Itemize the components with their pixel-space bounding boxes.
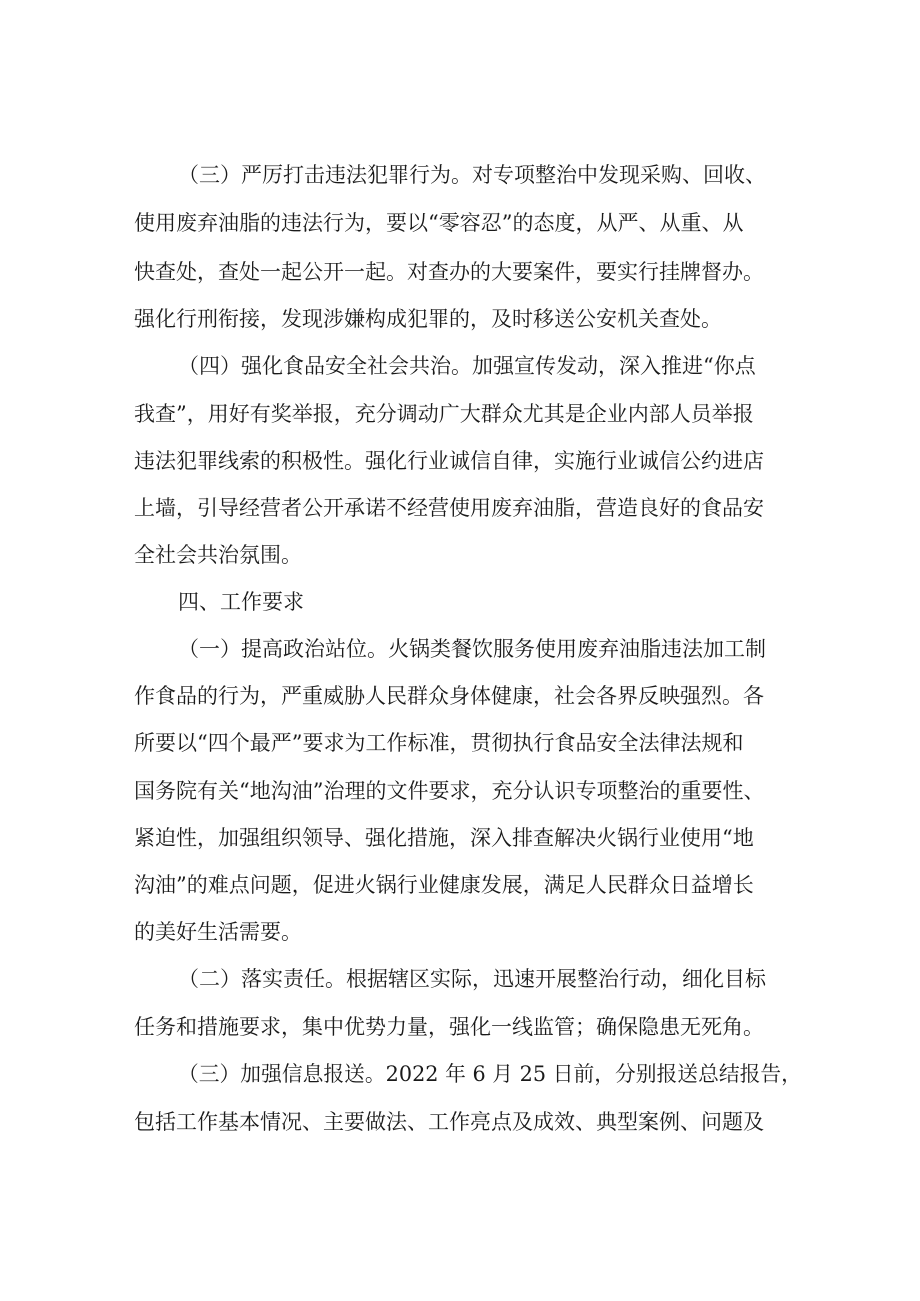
text-line: （三）严厉打击违法犯罪行为。对专项整治中发现采购、回收、 [178, 163, 766, 187]
text-line: 强化行刑衔接，发现涉嫌构成犯罪的，及时移送公安机关查处。 [134, 307, 722, 331]
text-line: 所要以“四个最严”要求为工作标准，贯彻执行食品安全法律法规和 [134, 731, 744, 755]
text-line: 全社会共治氛围。 [134, 543, 302, 567]
text-line: 国务院有关“地沟油”治理的文件要求，充分认识专项整治的重要性、 [134, 779, 765, 803]
text-line: 违法犯罪线索的积极性。强化行业诚信自律，实施行业诚信公约进店 [134, 449, 764, 473]
text-line: 包括工作基本情况、主要做法、工作亮点及成效、典型案例、问题及 [134, 1110, 764, 1134]
text-line: （一）提高政治站位。火锅类餐饮服务使用废弃油脂违法加工制 [178, 637, 766, 661]
text-line: 任务和措施要求，集中优势力量，强化一线监管；确保隐患无死角。 [134, 1015, 764, 1039]
text-line: 快查处，查处一起公开一起。对查办的大要案件，要实行挂牌督办。 [134, 260, 764, 284]
text-line: 沟油”的难点问题，促进火锅行业健康发展，满足人民群众日益增长 [134, 873, 754, 897]
text-line: 使用废弃油脂的违法行为，要以“零容忍”的态度，从严、从重、从 [134, 211, 744, 235]
text-line: 上墙，引导经营者公开承诺不经营使用废弃油脂，营造良好的食品安 [134, 496, 764, 520]
text-line: （二）落实责任。根据辖区实际，迅速开展整治行动，细化目标 [178, 967, 766, 991]
text-line: 的美好生活需要。 [134, 920, 302, 944]
text-line: 紧迫性，加强组织领导、强化措施，深入排查解决火锅行业使用“地 [134, 826, 754, 850]
text-line: （四）强化食品安全社会共治。加强宣传发动，深入推进“你点 [178, 354, 756, 378]
text-line: 作食品的行为，严重威胁人民群众身体健康，社会各界反映强烈。各 [134, 684, 764, 708]
text-line: （三）加强信息报送。2022 年 6 月 25 日前，分别报送总结报告， [178, 1062, 802, 1086]
text-line: 我查”，用好有奖举报，充分调动广大群众尤其是企业内部人员举报 [134, 402, 754, 426]
section-heading: 四、工作要求 [178, 590, 304, 614]
